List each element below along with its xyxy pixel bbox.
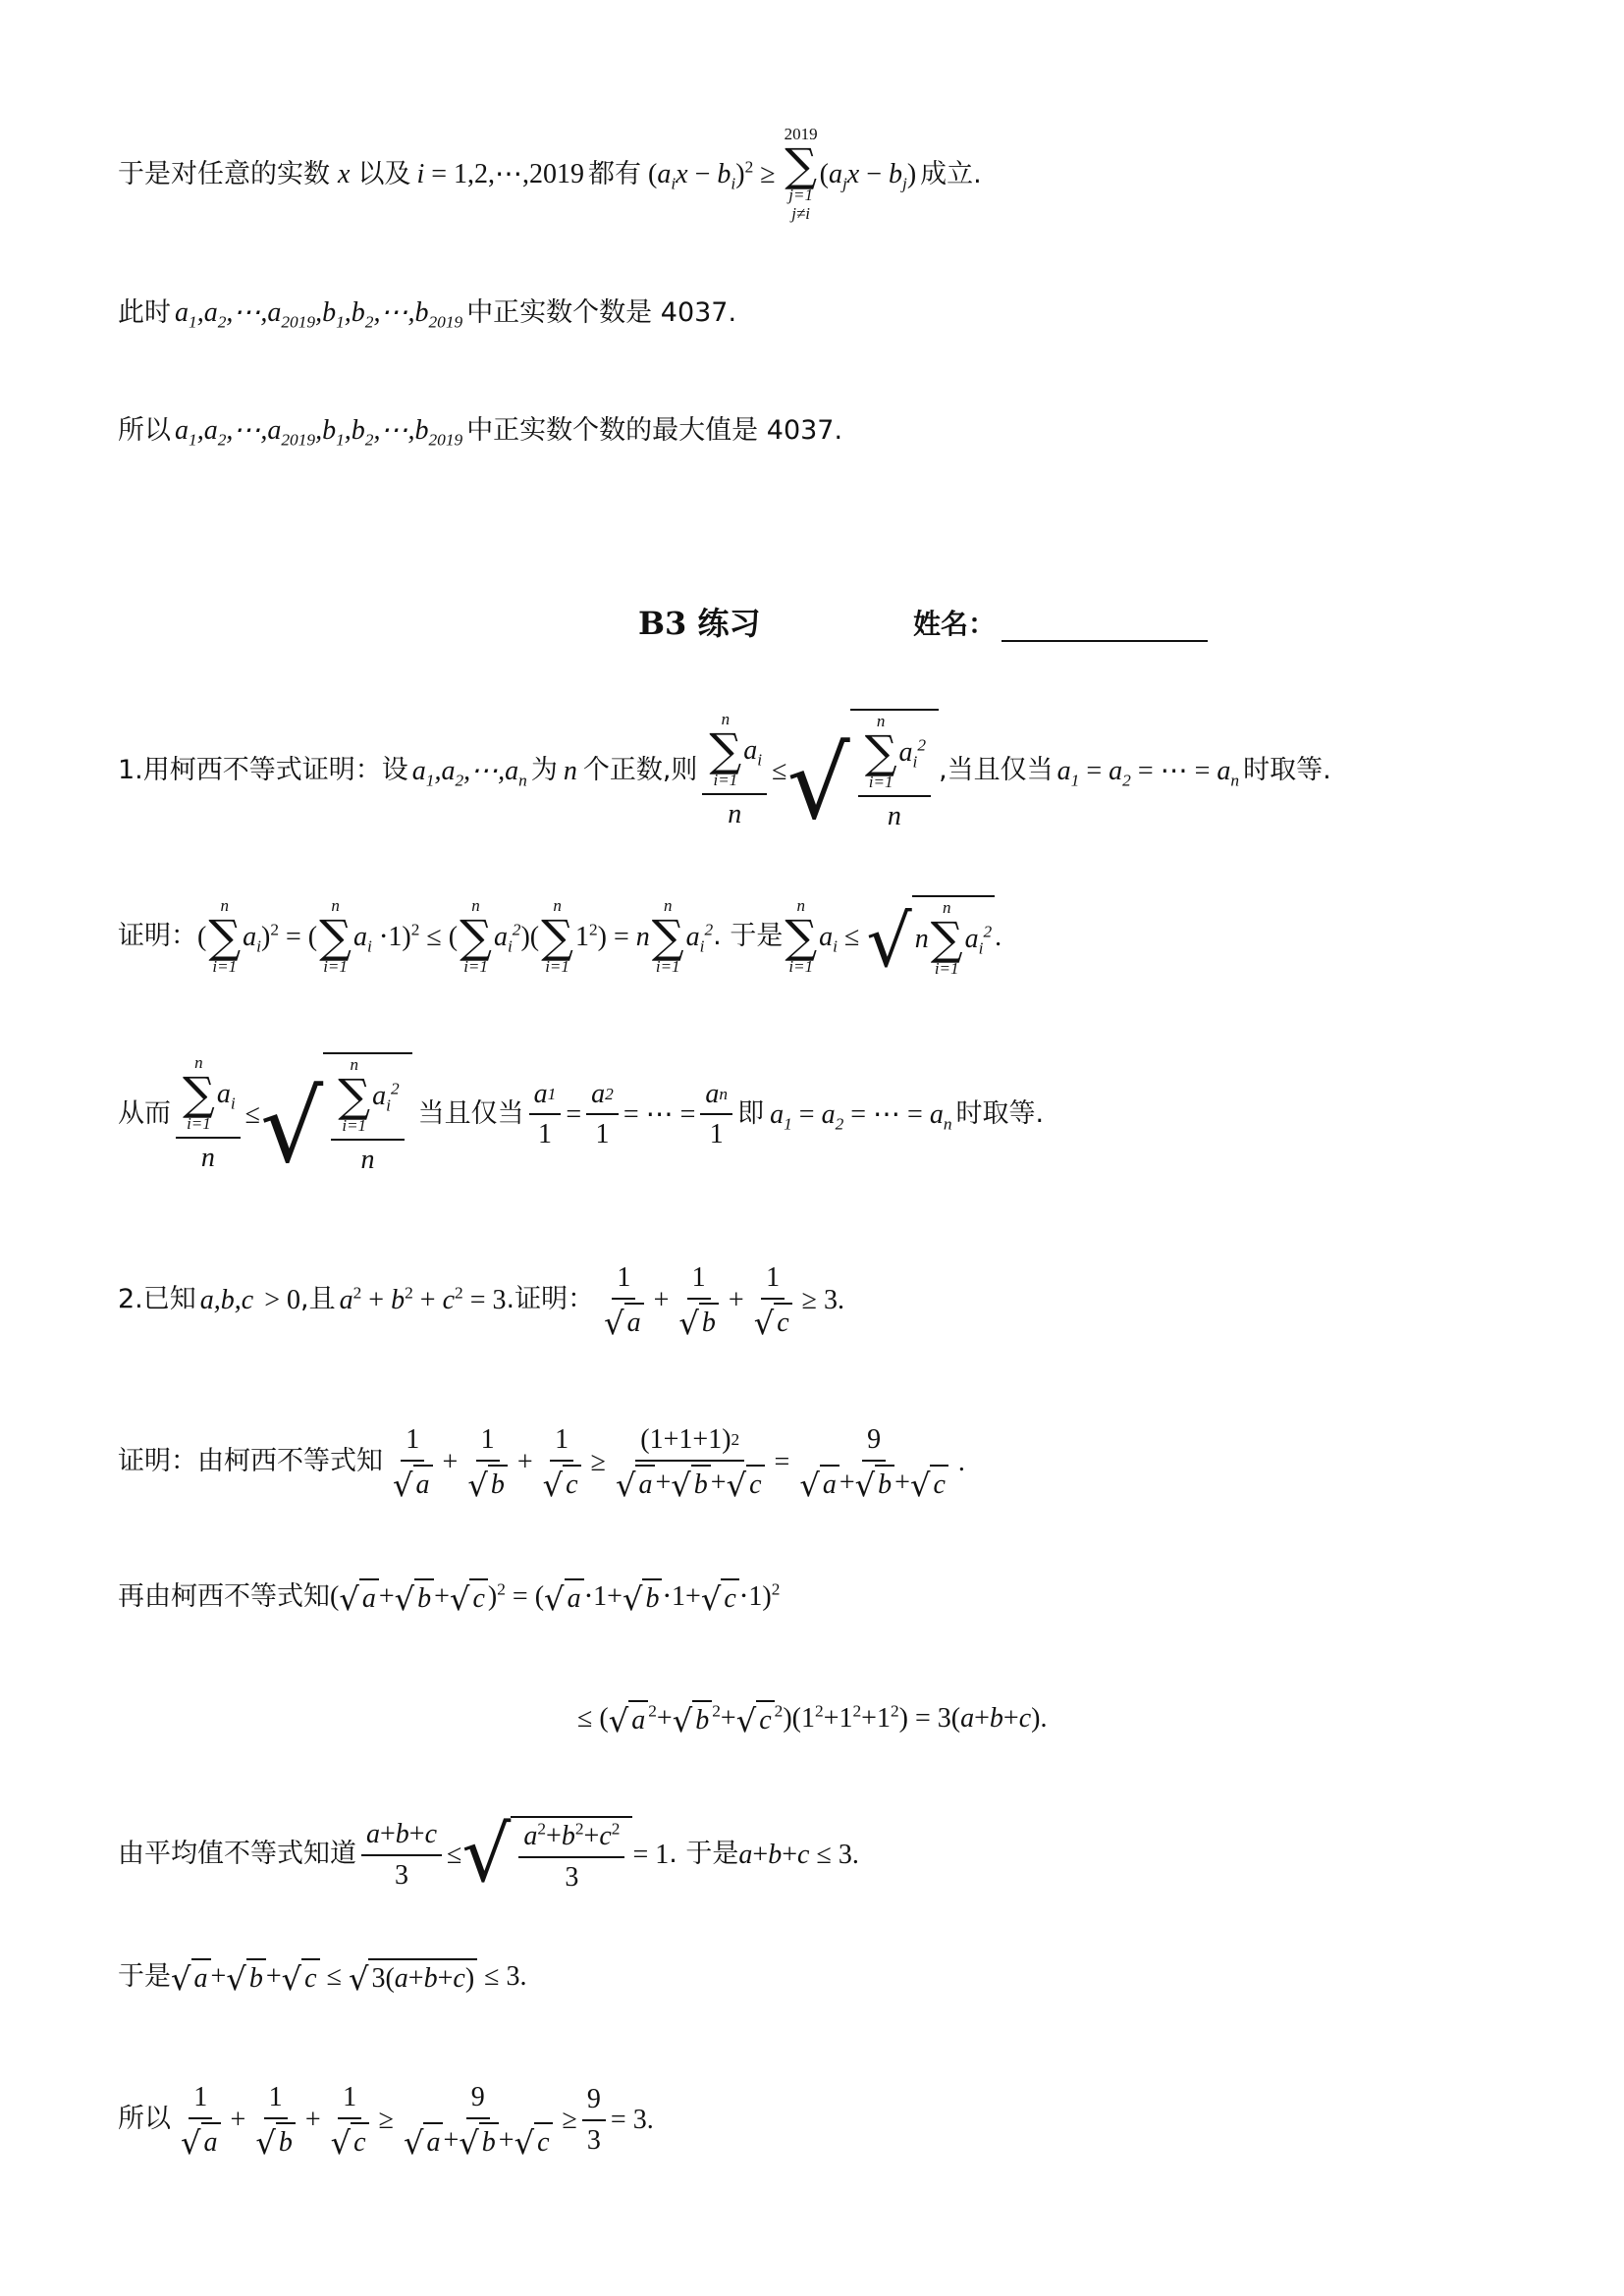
name-blank-line[interactable] [1001, 611, 1208, 642]
paragraph-equality: 从而 n ∑ i=1 $a_i$ n ≤ √ n ∑ i=1 $a_i^2$ n 当且仅当 a 1 1 = a 2 1 = ⋯ = a n 1 即 $a_1$ = $a_2$ = ⋯ = $a_n$ 时取等. [118, 1053, 1045, 1185]
name-label: 姓名： [913, 608, 997, 640]
proof-2-step-4: 由平均值不等式知道 a + b + c 3 ≤ √ a $^2$+ b $^2$+ c $^2$ 3 = 1 . 于是 a + b + c ≤ 3. [118, 1809, 859, 1899]
section-title: B3 练习 [638, 605, 761, 642]
text-p1: 于是对任意的实数 [118, 158, 330, 189]
question-1: 1.用柯西不等式证明：设 $a_1,a_2,\cdots,a_n$ 为 n 个正数,则 n ∑ i=1 $a_i$ n ≤ √ n ∑ i=1 $a_i^2$ n ,当且仅当 $a_1$ = $a_2$ = ⋯ = $a_n$ 时取等. [118, 710, 1331, 841]
proof-2-step-2: 再由柯西不等式知 ( √ a + √ b + √ c )$^2$ = ( √ a ⋅1+ √ b ⋅1+ √ c ⋅1)$^2$ [118, 1579, 781, 1619]
proof-2-conclusion: 所以 1 √ a + 1 √ b + 1 √ c ≥ 9 √ a + √ b + √ c ≥ $\frac{9}{3}$ = 3. [118, 2082, 654, 2162]
proof-2-step-1: 证明： 由柯西不等式知 1 √ a + 1 √ b + 1 √ c ≥ (1+1+1) 2 √ a + √ b + √ c = 9 √ a + √ b + √ c . [118, 1424, 965, 1504]
paragraph-max: 所以 $a_1,a_2,\cdots,a_{2019},b_1,b_2,\cdots,b_{2019}$ 中正实数个数的最大值是 4037. [118, 414, 843, 450]
question-2: 2.已知 a,b,c > 0 ,且 a $^2$ + b $^2$ + c $^2$ = 3 .证明： 1 √ a + 1 √ b + 1 √ c ≥ 3. [118, 1262, 845, 1342]
proof-1: 证明： ( n ∑ i=1 $a_i$ )$^2$ = ( n ∑ i=1 $a_i$ ⋅1)$^2$ ≤ ( n ∑ i=1 $a_i^2$ )( n ∑ i=1 $1^2$) = n n ∑ i=1 $a_i^2$ . 于是 n ∑ i=1 $a_i$ ≤ √ n n ∑ i=1 $a_i^2$ . [118, 896, 1002, 985]
paragraph-count: 此时 $a_1,a_2,\cdots,a_{2019},b_1,b_2,\cdots,b_{2019}$ 中正实数个数是 4037. [118, 296, 737, 332]
paragraph-conclusion-1: 于是对任意的实数 x 以及 i = 1,2,⋯,2019 都有 ( $a_ix$ − $b_i$ )$^2$ ≥ 2019 ∑ j=1 j≠i ( $a_jx$ − $b_j$ ) 成立. [118, 125, 982, 224]
proof-2-step-5: 于是 √ a + √ b + √ c ≤ √ 3( a + b + c ) ≤ 3. [118, 1958, 527, 1996]
proof-2-step-3: ≤ ( √ a $^2$+ √ b $^2$+ √ c $^2)(1^2+1^2+1^2) = 3$( a + b + c ). [577, 1701, 1048, 1740]
sum-symbol: 2019 ∑ j=1 j≠i [784, 125, 818, 224]
